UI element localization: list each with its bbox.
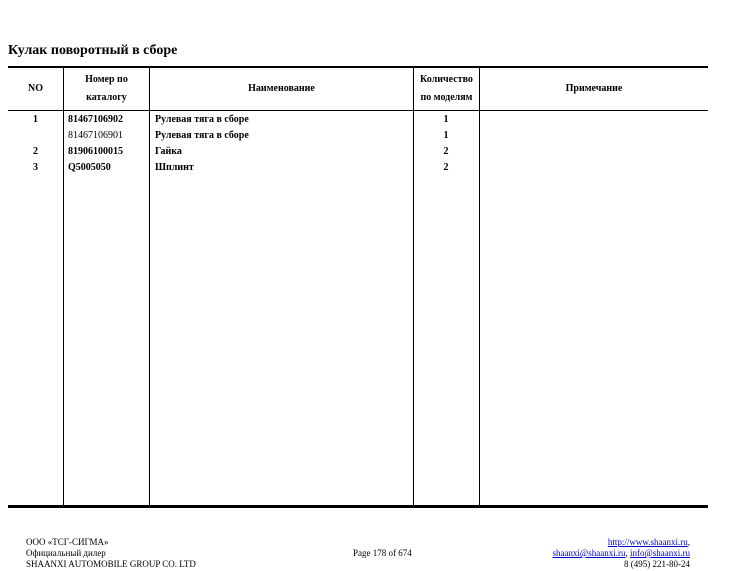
header-divider <box>8 110 708 111</box>
header-catalog <box>64 68 149 110</box>
header-name <box>150 68 413 110</box>
header-no-label: NO <box>28 83 43 94</box>
header-name-label: Наименование <box>248 83 315 94</box>
footer-contacts: http://www.shaanxi.ru, shaanxi@shaanxi.ru, info@shaanxi.ru 8 (495) 221-80-24 <box>552 537 690 569</box>
table-row <box>8 160 708 176</box>
footer-company-block <box>26 537 196 570</box>
row-name: Рулевая тяга в сборе <box>155 114 249 125</box>
header-note <box>480 68 708 110</box>
row-qty: 2 <box>443 146 449 157</box>
row-no: 3 <box>33 162 38 173</box>
row-catalog-number: 81467106901 <box>68 130 123 141</box>
row-catalog-number: Q5005050 <box>68 162 111 173</box>
row-qty: 1 <box>443 114 449 125</box>
footer-phone: 8 (495) 221-80-24 <box>624 559 690 569</box>
row-qty: 1 <box>443 130 449 141</box>
website-link[interactable]: http://www.shaanxi.ru <box>607 537 688 547</box>
page-number: Page 178 of 674 <box>353 548 412 558</box>
row-name: Шплинт <box>155 162 194 173</box>
table-row <box>8 112 708 128</box>
row-name: Гайка <box>155 146 182 157</box>
row-no: 1 <box>33 114 38 125</box>
header-catalog-label: Номер по каталогу <box>85 74 128 103</box>
row-no: 2 <box>33 146 38 157</box>
table-row <box>8 144 708 160</box>
row-catalog-number: 81467106902 <box>68 114 123 125</box>
footer-group: SHAANXI AUTOMOBILE GROUP CO. LTD <box>26 559 196 569</box>
row-catalog-number: 81906100015 <box>68 146 123 157</box>
footer-company: ООО «ТСГ-СИГМА» <box>26 537 109 547</box>
row-qty: 2 <box>443 162 449 173</box>
header-note-label: Примечание <box>565 83 623 94</box>
header-qty <box>414 68 479 110</box>
email-link-info[interactable]: info@shaanxi.ru <box>629 548 690 558</box>
footer-dealer: Официальный дилер <box>26 548 106 558</box>
page-title: Кулак поворотный в сборе <box>8 43 178 58</box>
header-qty-label: Количество по моделям <box>420 74 473 103</box>
header-no <box>8 68 63 110</box>
table-row <box>8 128 708 144</box>
parts-table <box>8 66 708 508</box>
email-link[interactable]: shaanxi@shaanxi.ru <box>552 548 626 558</box>
row-name: Рулевая тяга в сборе <box>155 130 249 141</box>
